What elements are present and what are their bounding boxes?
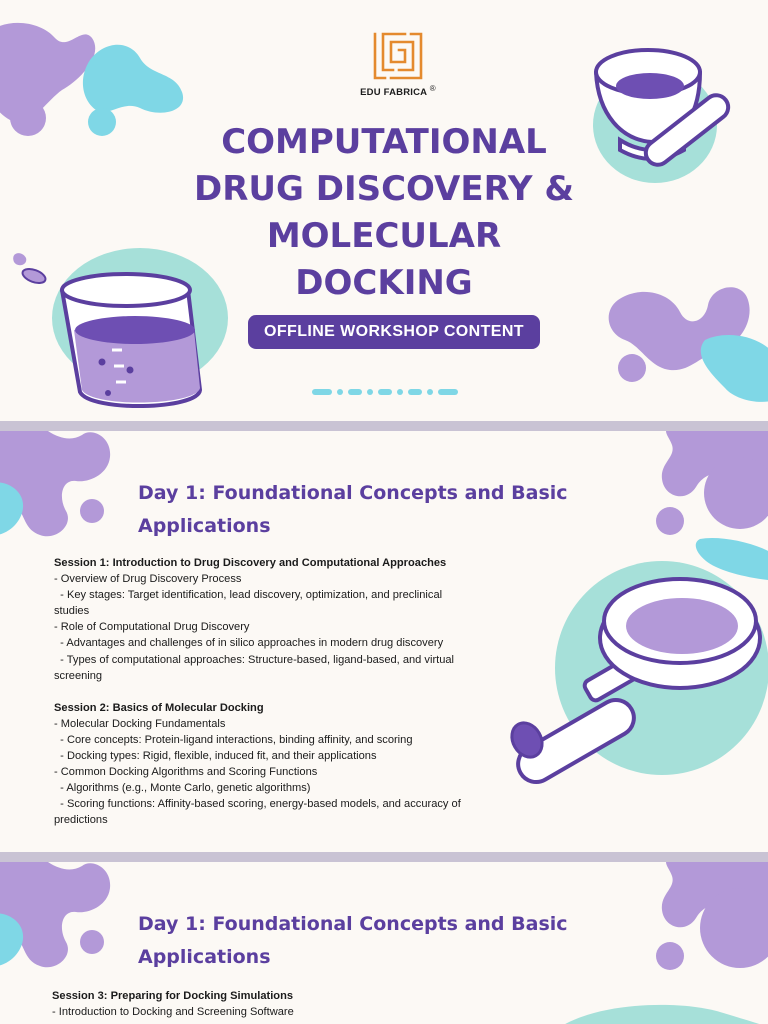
day-panel xyxy=(0,431,768,852)
blob-decoration xyxy=(0,431,110,536)
session-line: screening xyxy=(54,669,103,682)
session-line: - Key stages: Target identification, lead discovery, optimization, and preclinical xyxy=(54,589,443,602)
session-line: - Docking types: Rigid, flexible, induced fit, and their applications xyxy=(54,750,377,763)
session-line: predictions xyxy=(54,814,108,827)
session-title: Session 2: Basics of Molecular Docking xyxy=(54,701,264,714)
day-panel xyxy=(0,862,768,1024)
session-list xyxy=(52,988,502,1024)
session-line: - Role of Computational Drug Discovery xyxy=(54,621,250,634)
cover-panel xyxy=(0,0,768,421)
session-block xyxy=(52,988,502,1020)
session-block xyxy=(54,700,504,829)
title-line: DOCKING xyxy=(295,263,473,303)
heading-line: Day 1: Foundational Concepts and Basic xyxy=(138,913,568,935)
session-list xyxy=(54,555,504,845)
brand-logo xyxy=(360,30,436,98)
session-title: Session 1: Introduction to Drug Discovery and Computational Approaches xyxy=(54,557,447,569)
session-block xyxy=(54,555,504,684)
heading-line: Applications xyxy=(138,515,271,537)
page-title xyxy=(150,119,618,307)
logo-icon xyxy=(369,30,427,82)
blob-decoration xyxy=(609,287,768,402)
session-line: - Advantages and challenges of in silico approaches in modern drug discovery xyxy=(54,637,444,650)
blob-decoration xyxy=(656,431,768,581)
dotted-divider xyxy=(312,389,458,395)
workshop-badge: OFFLINE WORKSHOP CONTENT xyxy=(248,315,540,349)
session-line: - Scoring functions: Affinity-based scoring, energy-based models, and accuracy of xyxy=(54,798,461,811)
magnifying-glass-icon xyxy=(506,561,768,789)
session-line: - Core concepts: Protein-ligand interactions, binding affinity, and scoring xyxy=(54,733,413,746)
title-line: DRUG DISCOVERY & xyxy=(193,169,575,209)
title-line: MOLECULAR xyxy=(266,216,502,256)
session-title: Session 3: Preparing for Docking Simulations xyxy=(52,990,294,1002)
session-line: - Introduction to Docking and Screening Software xyxy=(52,1006,294,1019)
session-line: - Types of computational approaches: Structure-based, ligand-based, and virtual xyxy=(54,653,455,666)
session-line: - Overview of Drug Discovery Process xyxy=(54,573,242,586)
session-line: - Algorithms (e.g., Monte Carlo, genetic algorithms) xyxy=(54,782,311,795)
day-heading xyxy=(138,477,608,543)
brand-name: EDU FABRICA ® xyxy=(360,84,436,99)
session-line: - Molecular Docking Fundamentals xyxy=(54,717,226,730)
day-heading xyxy=(138,908,608,974)
heading-line: Day 1: Foundational Concepts and Basic xyxy=(138,482,568,504)
blob-decoration xyxy=(0,862,110,967)
heading-line: Applications xyxy=(138,946,271,968)
session-line: studies xyxy=(54,605,90,618)
session-line: - Common Docking Algorithms and Scoring Functions xyxy=(54,766,318,779)
title-line: COMPUTATIONAL xyxy=(221,122,547,162)
